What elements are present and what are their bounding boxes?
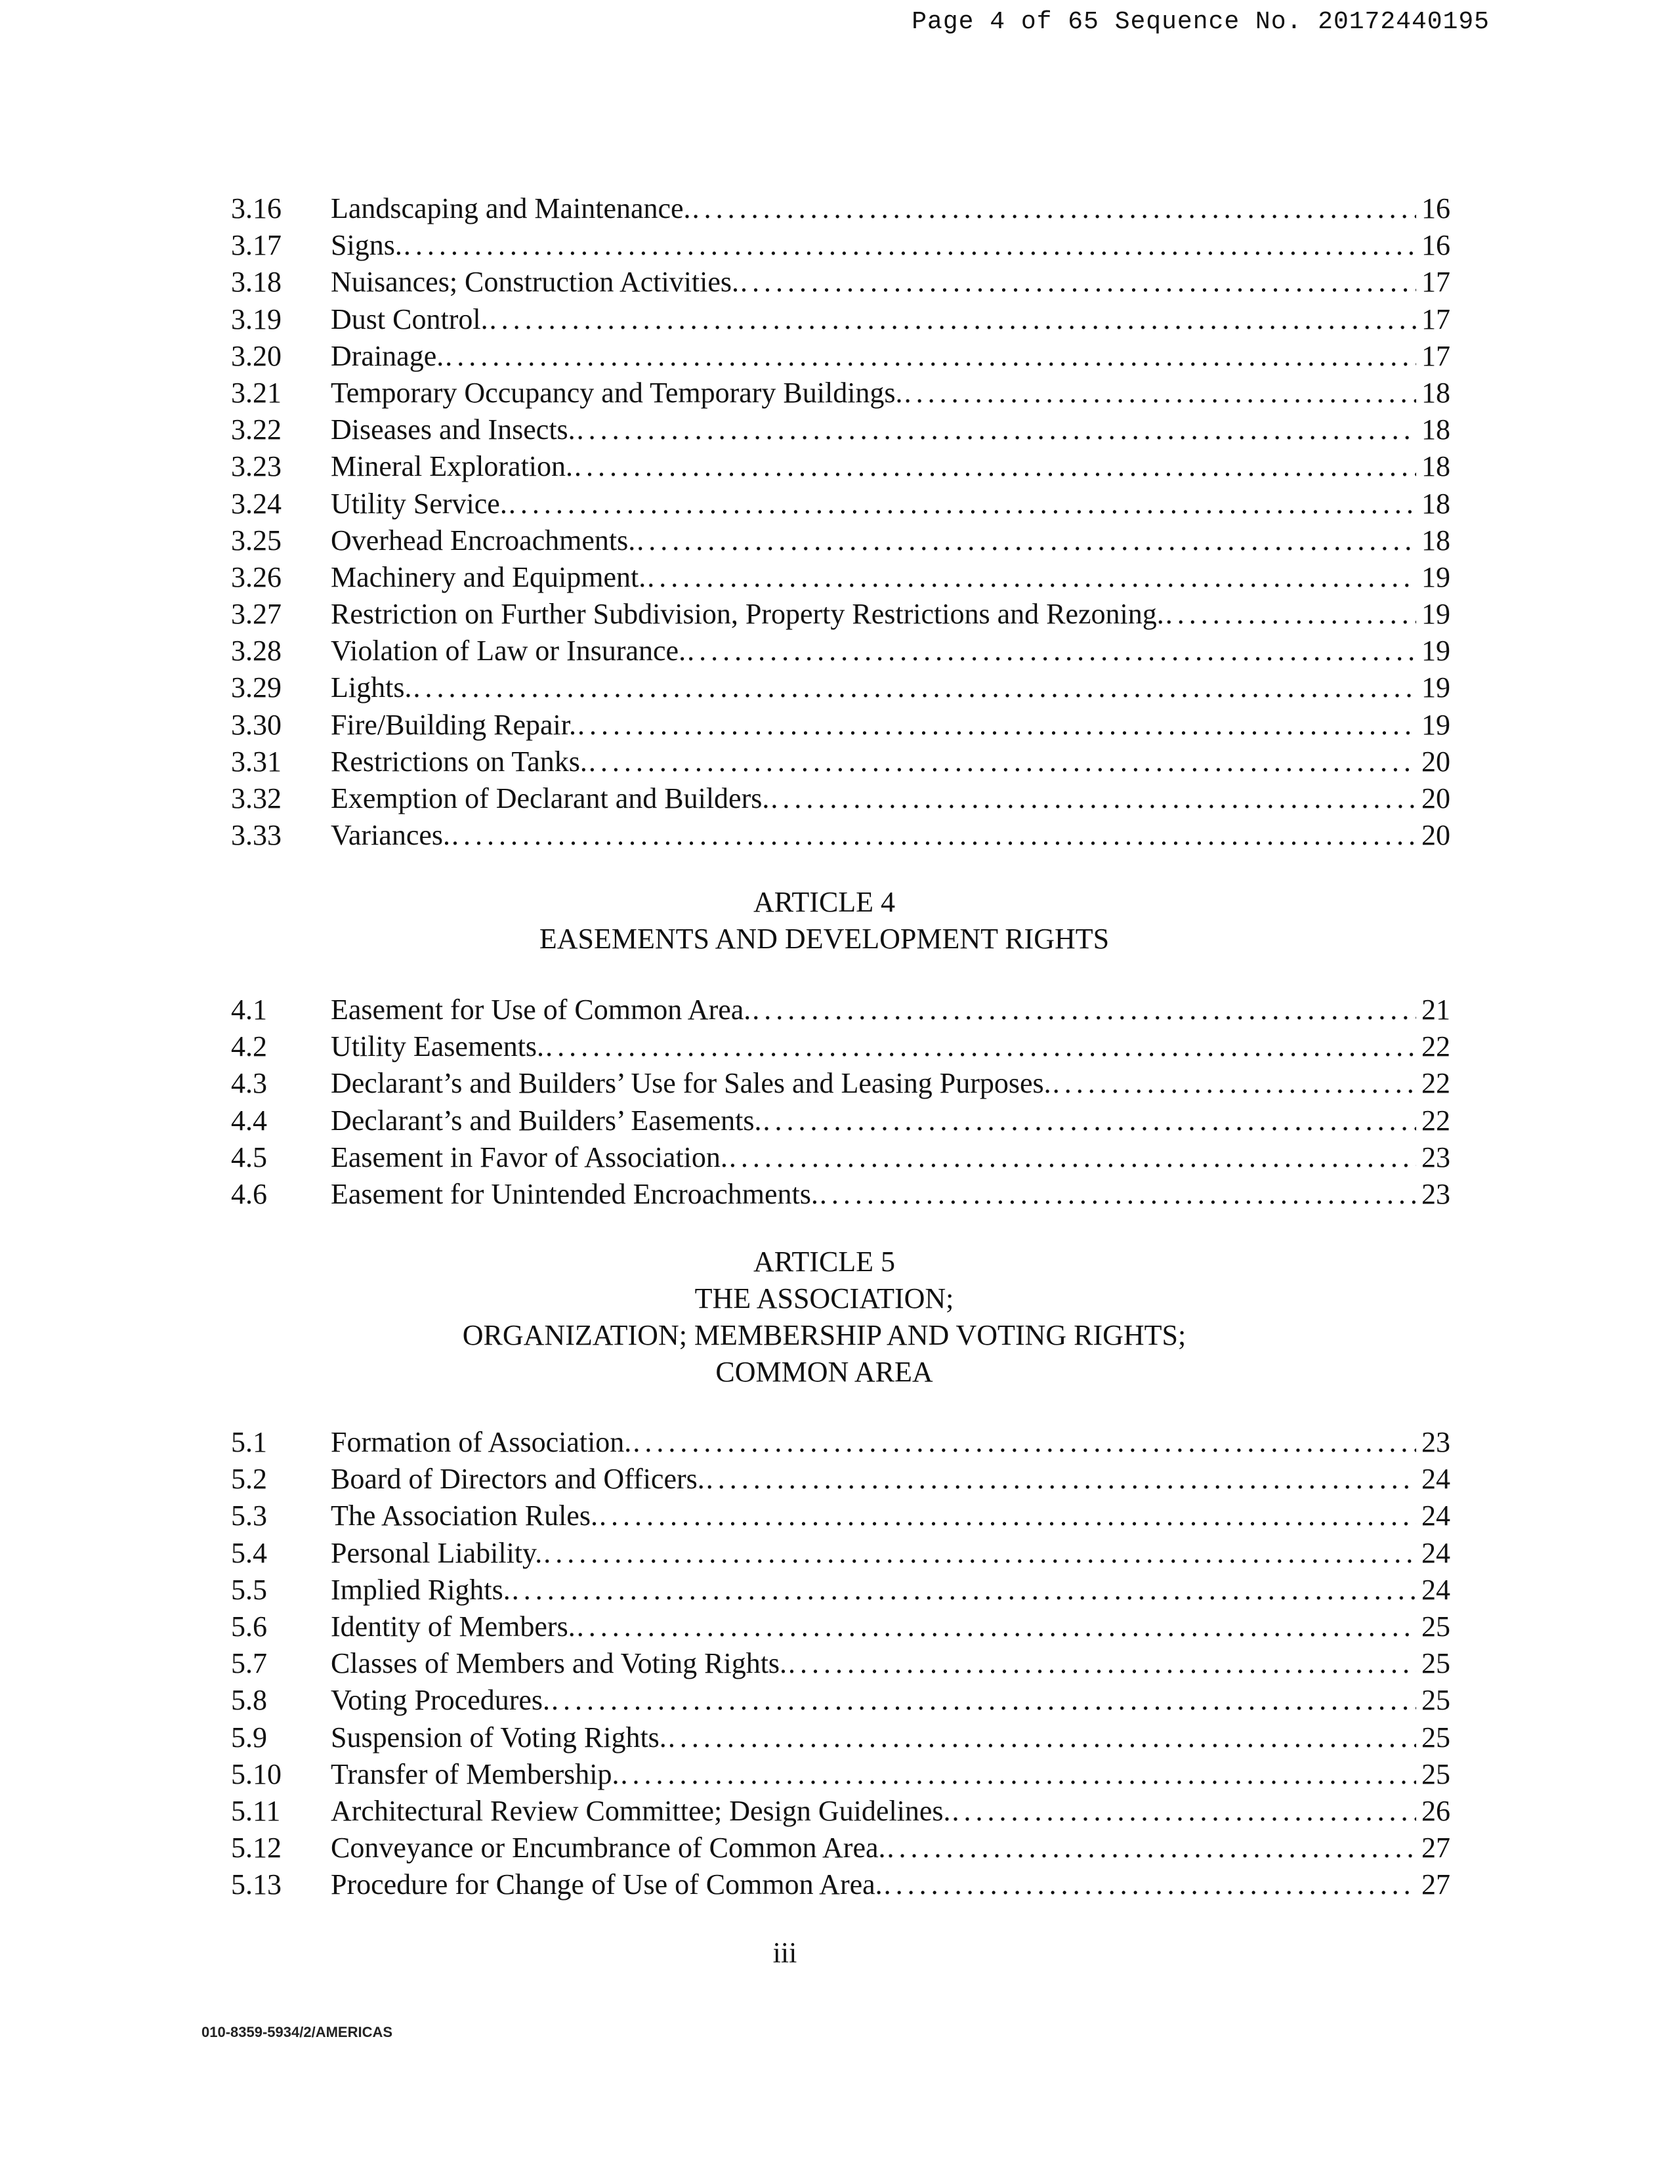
toc-leader-dots <box>668 1719 1416 1756</box>
toc-entry-title: Voting Procedures. <box>331 1684 551 1717</box>
toc-entry-number: 3.31 <box>231 745 282 778</box>
toc-entry-page: 18 <box>1421 487 1450 520</box>
toc-entry-number: 5.5 <box>231 1573 267 1606</box>
toc-section-3 <box>231 190 1450 854</box>
toc-entry <box>231 1756 1450 1793</box>
toc-entry-number: 5.8 <box>231 1684 267 1717</box>
toc-entry-number: 5.10 <box>231 1757 282 1790</box>
toc-entry-page: 17 <box>1421 266 1450 299</box>
toc-entry <box>231 264 1450 301</box>
toc-leader-dots <box>543 1535 1416 1572</box>
toc-entry-page: 24 <box>1421 1536 1450 1569</box>
toc-entry-title: Suspension of Voting Rights. <box>331 1721 667 1754</box>
toc-entry-page: 16 <box>1421 229 1450 262</box>
toc-leader-dots <box>729 1139 1416 1176</box>
article-heading-line: THE ASSOCIATION; <box>694 1282 954 1314</box>
toc-leader-dots <box>633 1424 1416 1461</box>
toc-leader-dots <box>452 817 1416 854</box>
toc-entry-number: 3.22 <box>231 413 282 446</box>
toc-entry-page: 27 <box>1421 1832 1450 1864</box>
toc-entry-title: Easement for Use of Common Area. <box>331 994 751 1026</box>
toc-entry <box>231 1498 1450 1534</box>
toc-entry-page: 18 <box>1421 450 1450 483</box>
toc-entry-number: 3.18 <box>231 266 282 299</box>
toc-entry <box>231 817 1450 854</box>
toc-entry-page: 24 <box>1421 1500 1450 1532</box>
toc-leader-dots <box>413 669 1416 706</box>
toc-entry <box>231 1572 1450 1608</box>
toc-entry-title: Mineral Exploration. <box>331 450 574 483</box>
toc-entry-page: 17 <box>1421 339 1450 372</box>
toc-leader-dots <box>445 338 1416 375</box>
toc-entry-page: 24 <box>1421 1463 1450 1496</box>
toc-leader-dots <box>551 1682 1416 1719</box>
toc-entry-page: 26 <box>1421 1794 1450 1827</box>
toc-leader-dots <box>621 1756 1416 1793</box>
article-heading-line: ARTICLE 4 <box>753 886 896 918</box>
toc-leader-dots <box>490 301 1416 338</box>
toc-entry-page: 23 <box>1421 1426 1450 1458</box>
toc-leader-dots <box>752 992 1416 1028</box>
toc-leader-dots <box>904 375 1416 411</box>
toc-entry <box>231 1424 1450 1461</box>
toc-entry-number: 3.27 <box>231 598 282 631</box>
toc-entry-page: 16 <box>1421 192 1450 224</box>
toc-entry-page: 18 <box>1421 413 1450 446</box>
toc-entry-title: Procedure for Change of Use of Common Area. <box>331 1868 883 1901</box>
toc-entry-page: 24 <box>1421 1573 1450 1606</box>
toc-entry <box>231 522 1450 559</box>
toc-article-4 <box>231 992 1450 1213</box>
toc-entry-title: Declarant’s and Builders’ Easements. <box>331 1104 762 1137</box>
toc-entry <box>231 448 1450 485</box>
article-heading-line: ORGANIZATION; MEMBERSHIP AND VOTING RIGHTS; <box>462 1319 1186 1351</box>
toc-leader-dots <box>509 486 1416 522</box>
toc-entry-title: Transfer of Membership. <box>331 1757 620 1790</box>
toc-entry <box>231 559 1450 596</box>
toc-entry <box>231 992 1450 1028</box>
toc-entry-title: Classes of Members and Voting Rights. <box>331 1647 788 1680</box>
toc-entry-number: 3.16 <box>231 192 282 224</box>
toc-entry-page: 19 <box>1421 560 1450 593</box>
toc-leader-dots <box>740 264 1416 301</box>
toc-entry <box>231 1793 1450 1830</box>
toc-entry-title: Utility Easements. <box>331 1030 545 1063</box>
toc-entry-title: Conveyance or Encumbrance of Common Area. <box>331 1832 886 1864</box>
toc-entry <box>231 1139 1450 1176</box>
toc-entry <box>231 375 1450 411</box>
toc-leader-dots <box>687 633 1416 669</box>
article-heading-line: COMMON AREA <box>715 1356 933 1388</box>
toc-entry-page: 20 <box>1421 782 1450 814</box>
toc-entry-title: Violation of Law or Insurance. <box>331 635 686 667</box>
toc-entry <box>231 486 1450 522</box>
toc-entry-title: Machinery and Equipment. <box>331 560 646 593</box>
article-5-heading <box>0 1244 1680 1391</box>
toc-entry-page: 25 <box>1421 1647 1450 1680</box>
toc-leader-dots <box>637 522 1416 559</box>
toc-entry <box>231 1682 1450 1719</box>
toc-entry-page: 19 <box>1421 708 1450 741</box>
toc-entry-number: 3.20 <box>231 339 282 372</box>
toc-entry-number: 5.6 <box>231 1610 267 1643</box>
toc-leader-dots <box>577 411 1416 448</box>
article-heading-line: EASEMENTS AND DEVELOPMENT RIGHTS <box>539 923 1110 955</box>
toc-entry-number: 5.12 <box>231 1832 282 1864</box>
toc-entry-title: Easement for Unintended Encroachments. <box>331 1177 818 1210</box>
toc-entry-number: 3.21 <box>231 376 282 409</box>
page-header: Page 4 of 65 Sequence No. 20172440195 <box>912 8 1490 36</box>
toc-leader-dots <box>887 1830 1417 1866</box>
toc-leader-dots <box>788 1645 1416 1682</box>
toc-entry-page: 25 <box>1421 1610 1450 1643</box>
toc-leader-dots <box>404 227 1416 264</box>
toc-entry-page: 18 <box>1421 376 1450 409</box>
toc-entry <box>231 1028 1450 1065</box>
toc-entry <box>231 1719 1450 1756</box>
toc-entry-title: Identity of Members. <box>331 1610 576 1643</box>
toc-entry-number: 4.3 <box>231 1067 267 1100</box>
toc-entry <box>231 633 1450 669</box>
toc-entry-title: Formation of Association. <box>331 1426 632 1458</box>
toc-entry-page: 17 <box>1421 303 1450 335</box>
toc-entry <box>231 1065 1450 1102</box>
toc-entry-title: Implied Rights. <box>331 1573 511 1606</box>
toc-entry-number: 3.33 <box>231 819 282 852</box>
toc-leader-dots <box>1053 1065 1416 1102</box>
toc-entry-title: Board of Directors and Officers. <box>331 1463 705 1496</box>
toc-entry <box>231 596 1450 633</box>
toc-leader-dots <box>512 1572 1416 1608</box>
article-4-heading <box>0 884 1680 957</box>
toc-entry-number: 5.11 <box>231 1794 281 1827</box>
toc-entry <box>231 1645 1450 1682</box>
toc-entry-page: 22 <box>1421 1067 1450 1100</box>
toc-entry-page: 22 <box>1421 1104 1450 1137</box>
toc-entry <box>231 338 1450 375</box>
toc-entry-number: 5.13 <box>231 1868 282 1901</box>
toc-leader-dots <box>589 744 1416 780</box>
toc-entry <box>231 190 1450 227</box>
page-folio: iii <box>772 1937 797 1969</box>
toc-entry-page: 25 <box>1421 1757 1450 1790</box>
toc-entry-page: 19 <box>1421 598 1450 631</box>
toc-entry-title: Easement in Favor of Association. <box>331 1141 728 1173</box>
toc-entry-title: Restriction on Further Subdivision, Property Restrictions and Rezoning. <box>331 598 1164 631</box>
toc-entry-title: The Association Rules. <box>331 1500 598 1532</box>
toc-entry-number: 3.19 <box>231 303 282 335</box>
toc-entry-page: 23 <box>1421 1177 1450 1210</box>
toc-entry <box>231 707 1450 744</box>
toc-leader-dots <box>545 1028 1416 1065</box>
toc-entry-page: 23 <box>1421 1141 1450 1173</box>
toc-leader-dots <box>692 190 1416 227</box>
toc-entry <box>231 780 1450 817</box>
toc-entry-page: 22 <box>1421 1030 1450 1063</box>
toc-entry-title: Diseases and Insects. <box>331 413 576 446</box>
toc-entry-number: 5.9 <box>231 1721 267 1754</box>
toc-leader-dots <box>884 1866 1416 1903</box>
toc-entry-number: 4.2 <box>231 1030 267 1063</box>
toc-entry <box>231 1461 1450 1498</box>
toc-entry-title: Temporary Occupancy and Temporary Buildings. <box>331 376 903 409</box>
toc-entry-number: 5.3 <box>231 1500 267 1532</box>
toc-entry-page: 25 <box>1421 1684 1450 1717</box>
toc-entry-number: 4.1 <box>231 994 267 1026</box>
toc-entry-number: 4.4 <box>231 1104 267 1137</box>
toc-entry <box>231 411 1450 448</box>
toc-entry-page: 20 <box>1421 819 1450 852</box>
toc-entry-number: 5.1 <box>231 1426 267 1458</box>
toc-entry-number: 3.28 <box>231 635 282 667</box>
toc-entry-number: 3.25 <box>231 524 282 556</box>
toc-entry-title: Architectural Review Committee; Design Guidelines. <box>331 1794 951 1827</box>
toc-entry-title: Variances. <box>331 819 451 852</box>
toc-entry-number: 4.5 <box>231 1141 267 1173</box>
toc-entry-page: 20 <box>1421 745 1450 778</box>
toc-entry-number: 4.6 <box>231 1177 267 1210</box>
toc-entry-title: Overhead Encroachments. <box>331 524 636 556</box>
toc-entry-number: 3.30 <box>231 708 282 741</box>
toc-entry <box>231 1608 1450 1645</box>
toc-leader-dots <box>770 780 1416 817</box>
toc-leader-dots <box>763 1102 1416 1139</box>
toc-entry-title: Landscaping and Maintenance. <box>331 192 691 224</box>
toc-entry-number: 3.29 <box>231 671 282 704</box>
toc-entry-page: 21 <box>1421 994 1450 1026</box>
toc-entry-title: Signs. <box>331 229 402 262</box>
toc-entry-number: 5.7 <box>231 1647 267 1680</box>
toc-entry-title: Fire/Building Repair. <box>331 708 576 741</box>
article-heading-line: ARTICLE 5 <box>753 1246 896 1278</box>
toc-entry-title: Lights. <box>331 671 412 704</box>
toc-entry-number: 3.17 <box>231 229 282 262</box>
toc-entry <box>231 744 1450 780</box>
toc-entry-number: 5.4 <box>231 1536 267 1569</box>
toc-entry-page: 27 <box>1421 1868 1450 1901</box>
toc-article-5 <box>231 1424 1450 1903</box>
toc-entry <box>231 1866 1450 1903</box>
toc-entry-title: Exemption of Declarant and Builders. <box>331 782 770 814</box>
toc-entry-title: Restrictions on Tanks. <box>331 745 587 778</box>
toc-entry-title: Dust Control. <box>331 303 488 335</box>
toc-entry-title: Utility Service. <box>331 487 507 520</box>
toc-leader-dots <box>574 448 1416 485</box>
toc-entry-page: 19 <box>1421 671 1450 704</box>
toc-entry-title: Drainage. <box>331 339 444 372</box>
toc-entry-title: Personal Liability. <box>331 1536 543 1569</box>
toc-entry-number: 5.2 <box>231 1463 267 1496</box>
toc-entry-number: 3.23 <box>231 450 282 483</box>
toc-entry-title: Nuisances; Construction Activities. <box>331 266 740 299</box>
toc-entry <box>231 301 1450 338</box>
toc-entry <box>231 1102 1450 1139</box>
toc-leader-dots <box>647 559 1416 596</box>
toc-leader-dots <box>952 1793 1416 1830</box>
toc-leader-dots <box>706 1461 1416 1498</box>
toc-entry <box>231 1176 1450 1213</box>
toc-entry-number: 3.24 <box>231 487 282 520</box>
toc-entry-page: 18 <box>1421 524 1450 556</box>
toc-entry-page: 25 <box>1421 1721 1450 1754</box>
toc-entry-number: 3.26 <box>231 560 282 593</box>
toc-leader-dots <box>577 1608 1416 1645</box>
toc-entry <box>231 227 1450 264</box>
toc-leader-dots <box>599 1498 1416 1534</box>
document-id: 010-8359-5934/2/AMERICAS <box>201 2024 393 2040</box>
toc-entry-title: Declarant’s and Builders’ Use for Sales and Leasing Purposes. <box>331 1067 1051 1100</box>
toc-entry <box>231 669 1450 706</box>
toc-leader-dots <box>1166 596 1416 633</box>
toc-entry-page: 19 <box>1421 635 1450 667</box>
toc-entry-number: 3.32 <box>231 782 282 814</box>
toc-entry <box>231 1830 1450 1866</box>
toc-entry <box>231 1535 1450 1572</box>
toc-leader-dots <box>578 707 1416 744</box>
toc-leader-dots <box>820 1176 1416 1213</box>
